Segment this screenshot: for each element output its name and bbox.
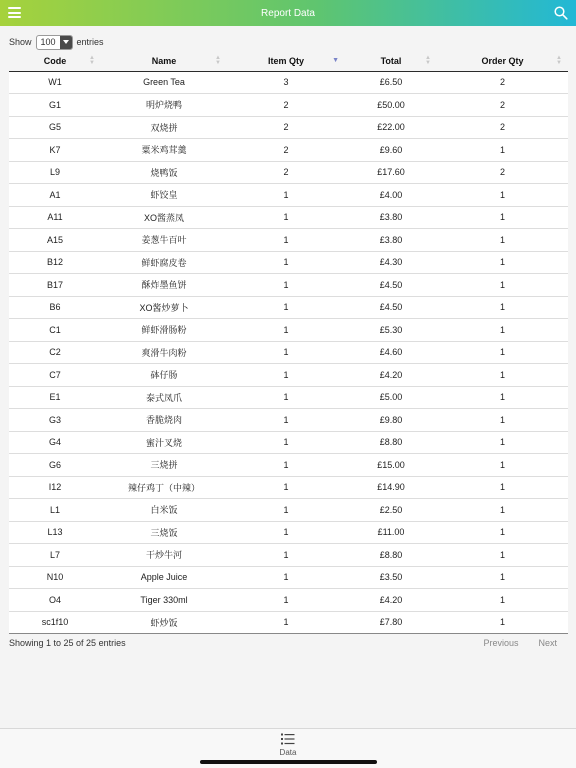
table-row[interactable] (9, 454, 568, 477)
table-cell: 1 (437, 589, 568, 612)
table-cell: 1 (227, 251, 345, 274)
table-cell: 1 (437, 386, 568, 409)
table-cell: 1 (227, 274, 345, 297)
table-cell: £11.00 (345, 521, 437, 544)
table-row[interactable] (9, 566, 568, 589)
table-row[interactable] (9, 251, 568, 274)
table-cell: 2 (227, 94, 345, 117)
table-cell: 1 (437, 611, 568, 634)
table-cell: K7 (9, 139, 101, 162)
column-header-name[interactable] (101, 52, 227, 71)
table-cell: C2 (9, 341, 101, 364)
table-cell: £5.00 (345, 386, 437, 409)
table-cell: 1 (227, 364, 345, 387)
table-row[interactable] (9, 139, 568, 162)
table-cell: 1 (437, 319, 568, 342)
table-cell: N10 (9, 566, 101, 589)
table-cell: G3 (9, 409, 101, 432)
table-cell: 1 (227, 431, 345, 454)
table-cell: 砵仔肠 (101, 364, 227, 387)
table-cell: 1 (437, 341, 568, 364)
table-cell: 1 (437, 206, 568, 229)
table-cell: £15.00 (345, 454, 437, 477)
table-cell: 双烧拼 (101, 116, 227, 139)
table-cell: 1 (437, 274, 568, 297)
table-cell: 虾炒饭 (101, 611, 227, 634)
table-header-row (9, 52, 568, 71)
table-cell: 爽滑牛肉粉 (101, 341, 227, 364)
table-cell: 1 (227, 206, 345, 229)
table-cell: 虾饺皇 (101, 184, 227, 207)
table-cell: Green Tea (101, 71, 227, 94)
table-row[interactable] (9, 206, 568, 229)
table-row[interactable] (9, 296, 568, 319)
table-cell: £4.20 (345, 364, 437, 387)
table-row[interactable] (9, 229, 568, 252)
table-cell: £9.80 (345, 409, 437, 432)
search-icon[interactable] (554, 6, 568, 20)
entries-length-control (9, 34, 104, 50)
table-cell: £17.60 (345, 161, 437, 184)
table-cell: 1 (227, 341, 345, 364)
table-cell: £2.50 (345, 499, 437, 522)
table-cell: £6.50 (345, 71, 437, 94)
sort-icon: ▲ ▼ (215, 55, 221, 66)
table-row[interactable] (9, 544, 568, 567)
table-row[interactable] (9, 319, 568, 342)
table-cell: 2 (227, 116, 345, 139)
table-cell: 1 (437, 544, 568, 567)
entries-per-page-select[interactable] (36, 35, 73, 50)
table-cell: 1 (437, 454, 568, 477)
show-label: Show (9, 37, 32, 47)
column-header-item-qty[interactable] (227, 52, 345, 71)
table-cell: 1 (437, 499, 568, 522)
table-cell: 蜜汁叉烧 (101, 431, 227, 454)
table-cell: 1 (437, 521, 568, 544)
table-cell: C7 (9, 364, 101, 387)
table-row[interactable] (9, 476, 568, 499)
table-cell: XO酱炒萝卜 (101, 296, 227, 319)
table-cell: C1 (9, 319, 101, 342)
table-cell: 1 (437, 184, 568, 207)
table-cell: L1 (9, 499, 101, 522)
next-page-button[interactable]: Next (538, 638, 557, 648)
table-cell: £8.80 (345, 431, 437, 454)
table-cell: G4 (9, 431, 101, 454)
table-cell: 白米饭 (101, 499, 227, 522)
page-title: Report Data (261, 7, 315, 19)
table-cell: 1 (437, 476, 568, 499)
column-header-label: Total (380, 56, 402, 67)
table-cell: 1 (227, 409, 345, 432)
table-cell: B17 (9, 274, 101, 297)
table-row[interactable] (9, 184, 568, 207)
table-row[interactable] (9, 274, 568, 297)
table-cell: 1 (227, 296, 345, 319)
table-cell: £4.60 (345, 341, 437, 364)
table-cell: 三烧拼 (101, 454, 227, 477)
report-content (0, 26, 576, 728)
table-row[interactable] (9, 364, 568, 387)
table-cell: E1 (9, 386, 101, 409)
table-cell: 鲜虾滑肠粉 (101, 319, 227, 342)
sort-descending-icon: ▼ (332, 57, 339, 64)
table-cell: 1 (437, 431, 568, 454)
table-row[interactable] (9, 589, 568, 612)
column-header-label: Code (43, 56, 67, 67)
table-cell: Tiger 330ml (101, 589, 227, 612)
table-cell: 1 (227, 454, 345, 477)
table-cell: 2 (227, 161, 345, 184)
table-cell: 3 (227, 71, 345, 94)
column-header-label: Item Qty (267, 56, 304, 67)
table-cell: 2 (227, 139, 345, 162)
table-cell: 1 (227, 589, 345, 612)
table-cell: 1 (437, 566, 568, 589)
table-cell: £4.00 (345, 184, 437, 207)
table-row[interactable] (9, 341, 568, 364)
table-cell: 酥炸墨鱼饼 (101, 274, 227, 297)
table-row[interactable] (9, 611, 568, 634)
report-table (9, 52, 568, 634)
column-header-code[interactable] (9, 52, 101, 71)
table-cell: £50.00 (345, 94, 437, 117)
sort-icon: ▲ ▼ (556, 55, 562, 66)
table-cell: L7 (9, 544, 101, 567)
table-row[interactable] (9, 521, 568, 544)
table-cell: £3.80 (345, 229, 437, 252)
table-cell: A1 (9, 184, 101, 207)
table-cell: 1 (227, 319, 345, 342)
table-cell: 干炒牛河 (101, 544, 227, 567)
table-cell: £9.60 (345, 139, 437, 162)
table-cell: 粟米鸡茸羹 (101, 139, 227, 162)
table-cell: 1 (227, 476, 345, 499)
table-cell: A11 (9, 206, 101, 229)
table-cell: 1 (437, 229, 568, 252)
table-cell: G5 (9, 116, 101, 139)
table-cell: £3.50 (345, 566, 437, 589)
table-cell: I12 (9, 476, 101, 499)
table-cell: £14.90 (345, 476, 437, 499)
sort-icon: ▲ ▼ (425, 55, 431, 66)
table-row[interactable] (9, 71, 568, 94)
pagination (483, 638, 557, 648)
table-cell: G1 (9, 94, 101, 117)
table-cell: 1 (227, 499, 345, 522)
table-cell: £22.00 (345, 116, 437, 139)
entries-label: entries (76, 37, 104, 47)
table-cell: B6 (9, 296, 101, 319)
table-cell: £4.20 (345, 589, 437, 612)
entries-per-page-value: 100 (40, 37, 56, 47)
table-cell: 2 (437, 94, 568, 117)
table-cell: sc1f10 (9, 611, 101, 634)
sort-icon: ▲ ▼ (89, 55, 95, 66)
table-cell: B12 (9, 251, 101, 274)
previous-page-button[interactable]: Previous (483, 638, 519, 648)
table-cell: 1 (227, 611, 345, 634)
table-cell: 1 (227, 184, 345, 207)
table-cell: £4.50 (345, 296, 437, 319)
table-cell: W1 (9, 71, 101, 94)
table-row[interactable] (9, 386, 568, 409)
table-row[interactable] (9, 116, 568, 139)
table-body (9, 71, 568, 634)
table-cell: 1 (437, 409, 568, 432)
table-cell: O4 (9, 589, 101, 612)
table-cell: 1 (227, 386, 345, 409)
table-cell: Apple Juice (101, 566, 227, 589)
home-indicator (200, 760, 377, 764)
table-cell: 1 (437, 364, 568, 387)
table-cell: 1 (227, 229, 345, 252)
table-cell: 1 (437, 139, 568, 162)
column-header-label: Order Qty (481, 56, 524, 67)
table-cell: A15 (9, 229, 101, 252)
tab-data-label: Data (279, 748, 297, 757)
table-cell: £5.30 (345, 319, 437, 342)
table-cell: 1 (227, 544, 345, 567)
table-cell: 1 (437, 251, 568, 274)
table-cell: 烧鸭饭 (101, 161, 227, 184)
table-cell: 鲜虾腐皮卷 (101, 251, 227, 274)
table-cell: 2 (437, 116, 568, 139)
table-cell: 2 (437, 161, 568, 184)
table-cell: L9 (9, 161, 101, 184)
table-cell: L13 (9, 521, 101, 544)
table-cell: 1 (227, 521, 345, 544)
table-cell: £7.80 (345, 611, 437, 634)
table-cell: 明炉烧鸭 (101, 94, 227, 117)
table-row[interactable] (9, 499, 568, 522)
table-cell: £4.50 (345, 274, 437, 297)
table-cell: £4.30 (345, 251, 437, 274)
table-cell: 三烧饭 (101, 521, 227, 544)
table-row[interactable] (9, 431, 568, 454)
table-info: Showing 1 to 25 of 25 entries (9, 638, 126, 648)
table-cell: 1 (437, 296, 568, 319)
list-icon (281, 733, 295, 745)
table-cell: 姜葱牛百叶 (101, 229, 227, 252)
table-cell: G6 (9, 454, 101, 477)
table-row[interactable] (9, 94, 568, 117)
table-cell: £8.80 (345, 544, 437, 567)
navigation-bar (0, 0, 576, 26)
hamburger-menu-icon[interactable] (8, 7, 21, 18)
table-cell: 泰式凤爪 (101, 386, 227, 409)
table-cell: £3.80 (345, 206, 437, 229)
column-header-order-qty[interactable] (437, 52, 568, 71)
column-header-label: Name (151, 56, 177, 67)
table-cell: XO酱蒸凤 (101, 206, 227, 229)
table-cell: 香脆烧肉 (101, 409, 227, 432)
table-cell: 辣仔鸡丁（中辣） (101, 476, 227, 499)
table-row[interactable] (9, 409, 568, 432)
tab-data[interactable] (268, 733, 308, 759)
column-header-total[interactable] (345, 52, 437, 71)
table-row[interactable] (9, 161, 568, 184)
table-cell: 2 (437, 71, 568, 94)
table-cell: 1 (227, 566, 345, 589)
dropdown-arrow-icon (60, 36, 72, 49)
